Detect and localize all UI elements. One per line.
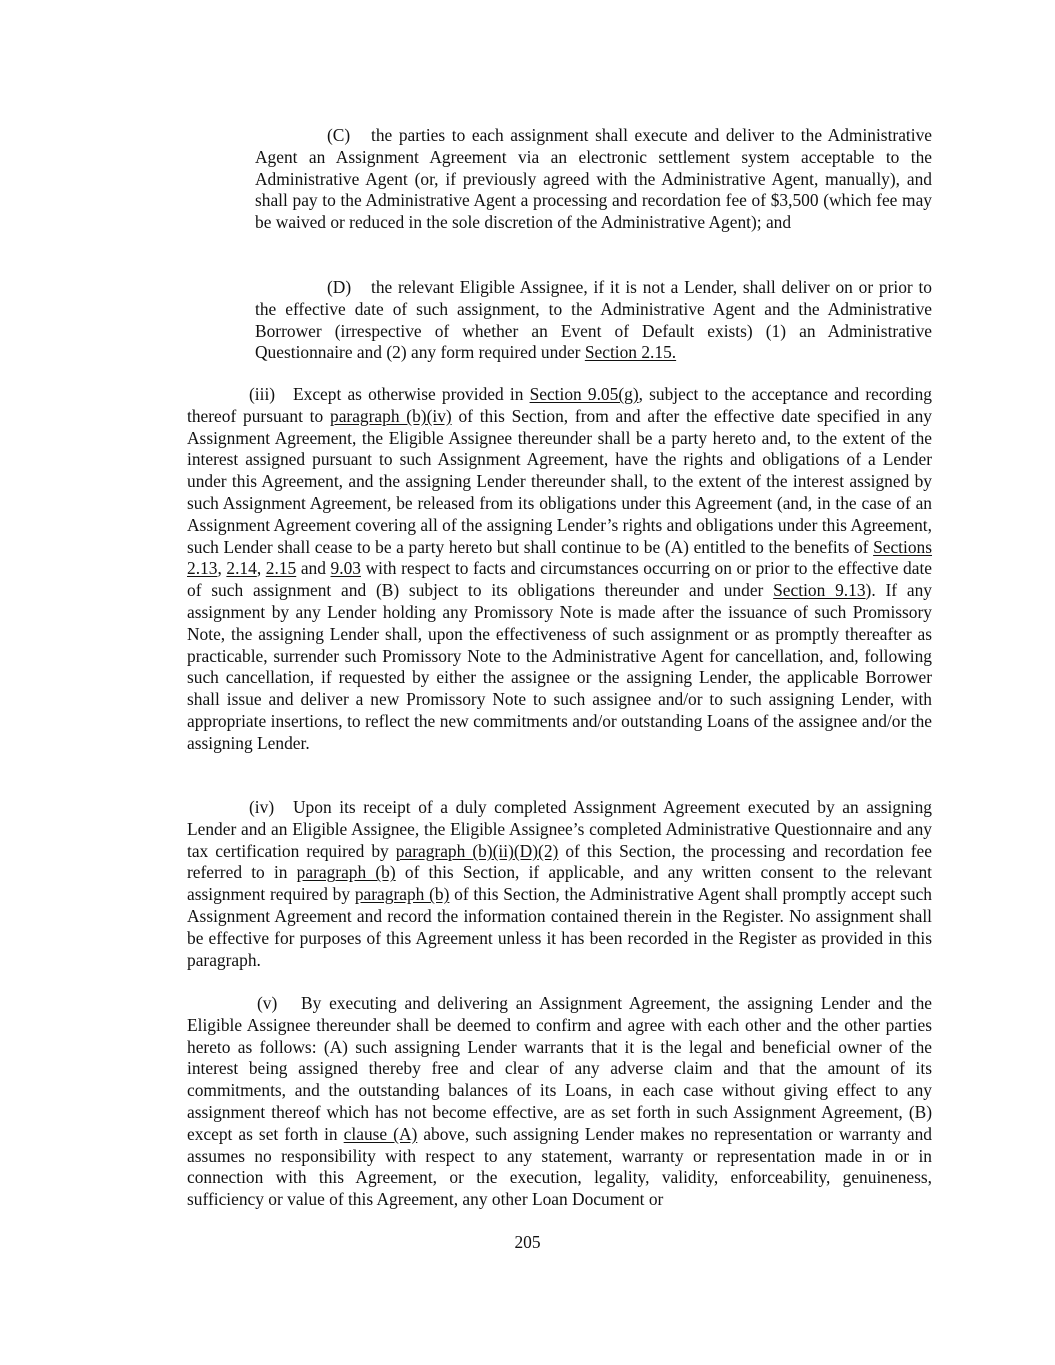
paragraph-iv-text: of this Section, if applicable, and any written consent to the relevant assignment required by xyxy=(187,862,932,905)
section-reference: clause (A) xyxy=(343,1123,418,1144)
paragraph-iii-text: of this Section, from and after the effective date specified in any Assignment Agreement, the Eligible Assignee thereunder shall be a party hereto and, to the extent of the interest assigned pursuant to such Assignment Agreement, have the rights and obligations of a Lender under this Agreement, and the assigning Lender thereunder shall, to the extent of the interest assigned by such Assignment Agreement, be released from its obligations under this Agreement (and, in the case of an Assignment Agreement covering all of the assigning Lender’s rights and obligations under this Agreement, such Lender shall cease to be a party hereto but shall continue to be (A) entitled to the benefits of xyxy=(187,405,933,557)
paragraph-d xyxy=(255,277,932,364)
section-reference: Section 9.13 xyxy=(773,580,866,601)
paragraph-iii-marker: (iii) xyxy=(249,384,276,404)
paragraph-v xyxy=(187,993,932,1211)
section-reference: Section 9.05(g) xyxy=(529,384,639,404)
paragraph-d-marker: (D) xyxy=(327,277,352,297)
section-reference: Sections 2.13 xyxy=(187,536,932,579)
paragraph-iv-text: of this Section, the Administrative Agent shall promptly accept such Assignment Agreement and record the information contained therein in the Register. No assignment shall be effective for purposes of this Agreement unless it has been recorded in the Register as provided in this paragraph. xyxy=(187,884,932,970)
section-reference: paragraph (b)(iv) xyxy=(330,405,452,426)
paragraph-iii-text: , xyxy=(217,558,227,579)
paragraph-iii-text: Except as otherwise provided in xyxy=(293,384,530,404)
paragraph-iii xyxy=(187,384,932,755)
paragraph-iv-text: of this Section, the processing and recordation fee referred to in xyxy=(187,840,932,883)
paragraph-iii-text: ). If any assignment by any Lender holding any Promissory Note is made after the issuance of such Promissory Note, the assigning Lender shall, upon the effectiveness of such assignment or as promptly thereafter as practicable, surrender such Promissory Note to the Administrative Agent for cancellation, and, following such cancellation, if requested by either the assignee or the assigning Lender, the applicable Borrower shall issue and deliver a new Promissory Note to such assignee and/or to such assigning Lender, with appropriate insertions, to reflect the new commitments and/or outstanding Loans of the assignee and/or the assigning Lender. xyxy=(187,580,932,753)
paragraph-iii-text: with respect to facts and circumstances occurring on or prior to the effective date of such assignment and (B) subject to its obligations thereunder and under xyxy=(187,558,932,601)
paragraph-iii-text: , subject to the acceptance and recording thereof pursuant to xyxy=(187,384,932,426)
section-reference: paragraph (b) xyxy=(296,862,396,883)
section-reference: 2.14 xyxy=(226,558,257,579)
section-reference: 2.15 xyxy=(265,558,297,579)
section-reference: paragraph (b) xyxy=(354,884,450,905)
paragraph-iv-text: Upon its receipt of a duly completed Assignment Agreement executed by an assigning Lender and an Eligible Assignee, the Eligible Assignee’s completed Administrative Questionnaire and any tax certification required by xyxy=(187,797,932,861)
section-reference: paragraph (b)(ii)(D)(2) xyxy=(395,840,559,861)
section-reference-link: Section 2.15. xyxy=(584,342,677,363)
paragraph-v-text: By executing and delivering an Assignment Agreement, the assigning Lender and the Eligible Assignee thereunder shall be deemed to confirm and agree with each other and the other parties hereto as follows: (A) such assigning Lender warrants that it is the legal and beneficial owner of the interest being assigned thereby free and clear of any adverse claim and that the amount of its commitments, and the outstanding balances of its Loans, in each case without giving effect to any assignment thereof which has not become effective, are as set forth in such Assignment Agreement, (B) except as set forth in xyxy=(187,993,932,1144)
paragraph-iv xyxy=(187,797,932,971)
paragraph-d-text: the relevant Eligible Assignee, if it is not a Lender, shall deliver on or prior to the effective date of such assignment, to the Administrative Agent and the Administrative Borrower (irrespective of whether an Event of Default exists) (1) an Administrative Questionnaire and (2) any form required under xyxy=(255,277,932,363)
paragraph-c-text: the parties to each assignment shall execute and deliver to the Administrative Agent an Assignment Agreement via an electronic settlement system acceptable to the Administrative Agent (or, if previously agreed with the Administrative Agent, manually), and shall pay to the Administrative Agent a processing and recordation fee of $3,500 (which fee may be waived or reduced in the sole discretion of the Administrative Agent); and xyxy=(255,125,932,233)
paragraph-v-text: above, such assigning Lender makes no representation or warranty and assumes no responsibility with respect to any statement, warranty or representation made in or in connection with this Agreement, or the execution, legality, validity, enforceability, genuineness, sufficiency or value of this Agreement, any other Loan Document or xyxy=(187,1123,932,1210)
section-reference: 9.03 xyxy=(330,558,361,579)
paragraph-c-marker: (C) xyxy=(327,125,351,145)
paragraph-c xyxy=(255,125,932,234)
paragraph-iii-text: and xyxy=(296,558,331,579)
paragraph-v-marker: (v) xyxy=(257,993,278,1013)
page-number: 205 xyxy=(514,1232,541,1252)
paragraph-iv-marker: (iv) xyxy=(249,797,275,817)
paragraph-iii-text: , xyxy=(256,558,266,579)
